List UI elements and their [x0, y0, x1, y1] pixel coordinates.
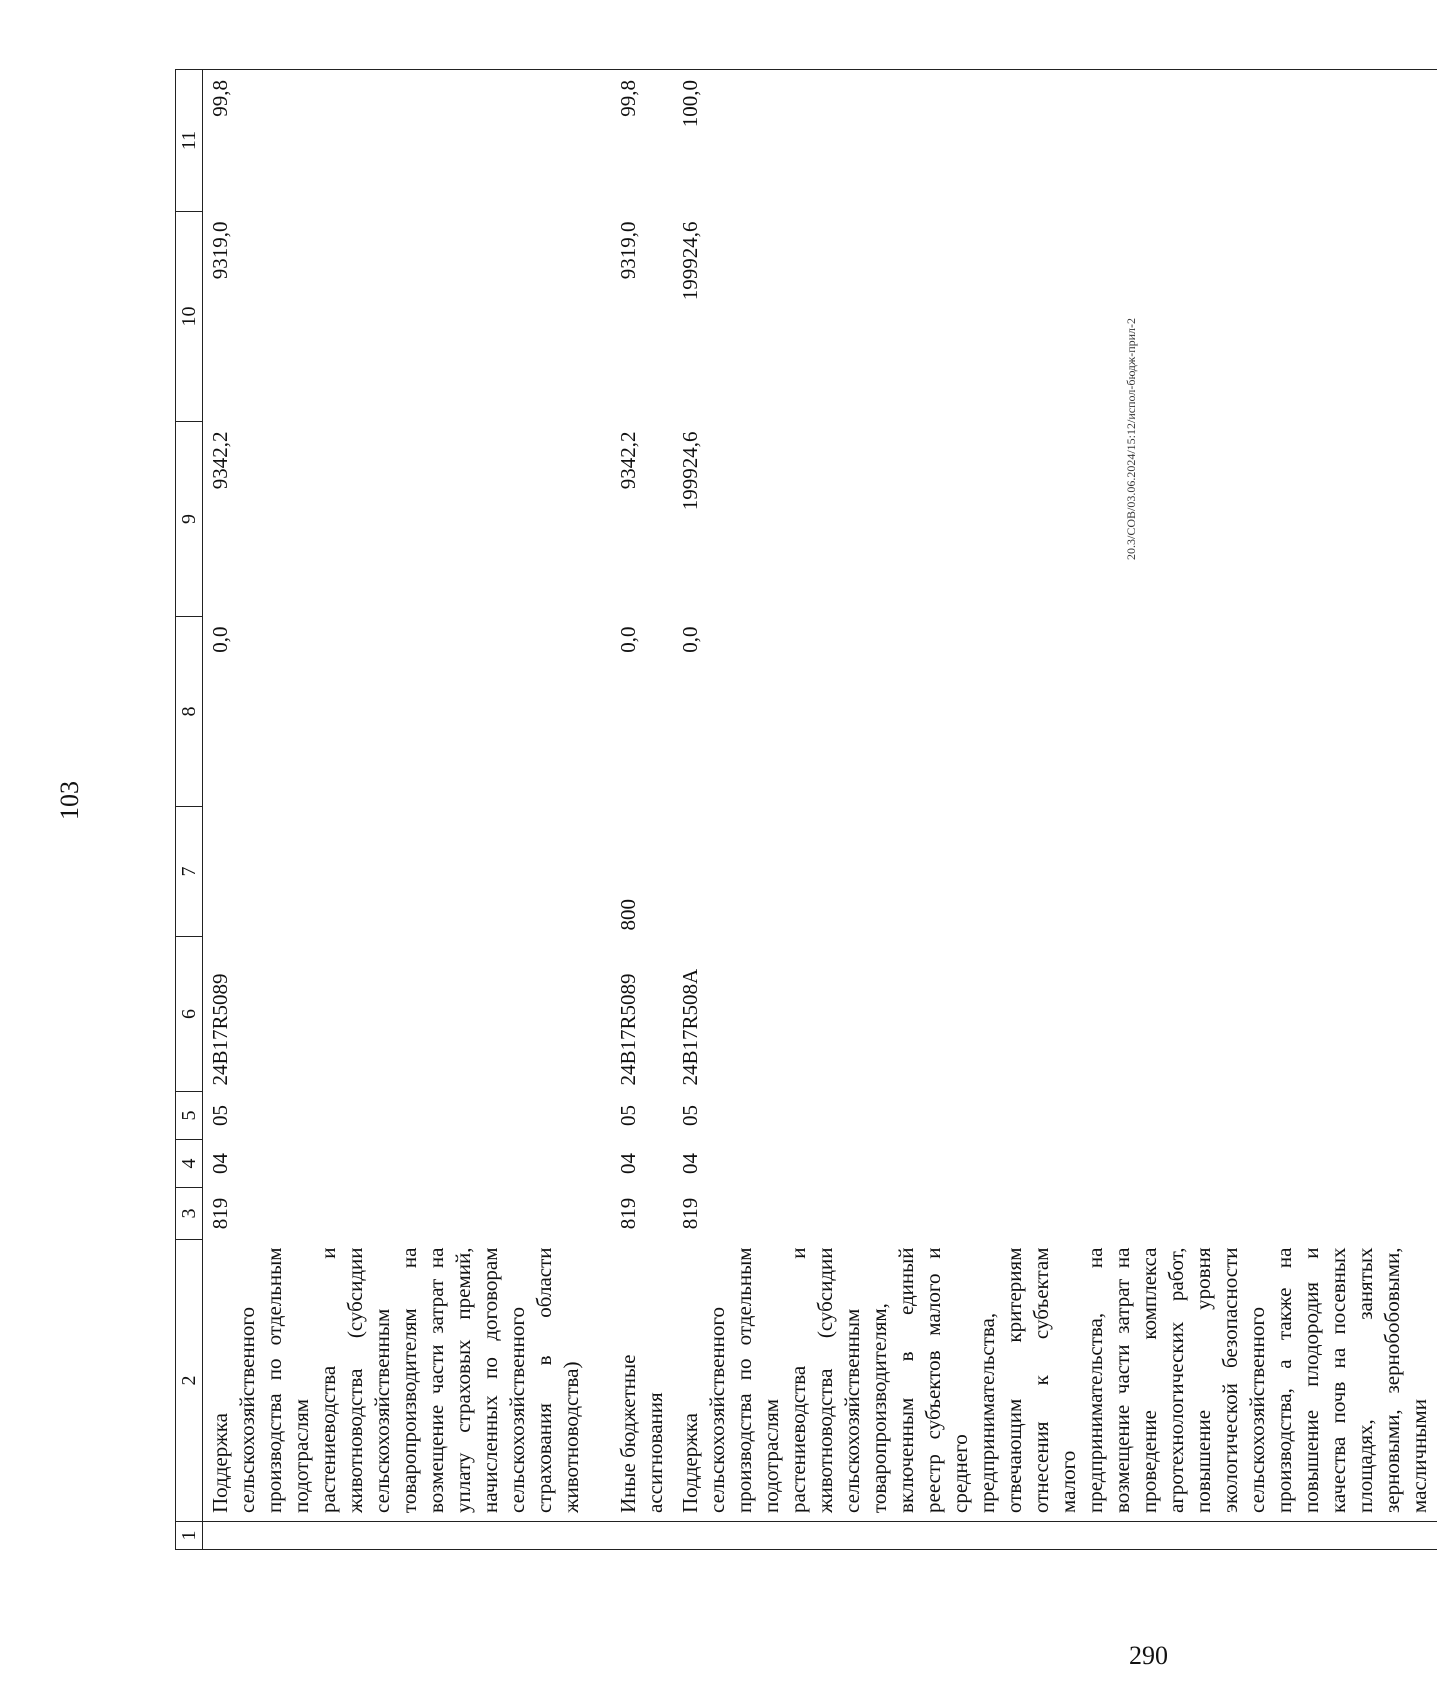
cell-amount-col9: 199924,6 [678, 431, 702, 511]
cell-amount-col9: 9342,2 [616, 431, 640, 490]
cell-amount-col8: 0,0 [208, 626, 232, 653]
cell-expense-type [673, 807, 1437, 937]
cell-target-article: 24В17R5089 [208, 973, 232, 1086]
cell-amount-col10: 199924,6 [678, 221, 702, 301]
cell-amount-col10: 9319,0 [616, 221, 640, 280]
col-header-7: 7 [176, 807, 203, 937]
col-header-6: 6 [176, 937, 203, 1092]
cell-amount-col8: 0,0 [678, 626, 702, 653]
row-description: Поддержка сельскохозяйственного производства по отдельным подотраслям растениеводства и животноводства (субсидии сельскохозяйственным товаропроизводителям, включенным в единый реестр субъектов малого и среднего предпринимательства, отвечающим критериям отнесения к субъектам малого предпринимательства, на возмещение части затрат на проведение комплекса агротехнологических работ, повышение уровня экологической безопасности сельскохозяйственного производства, а также на повышение плодородия и качества почв на посевных площадях, занятых зерновыми, зернобобовыми, масличными [678, 1247, 1431, 1513]
col-header-11: 11 [176, 70, 203, 212]
cell-expense-type: 800 [616, 899, 640, 931]
col-header-3: 3 [176, 1188, 203, 1240]
page-number-top: 103 [55, 781, 84, 820]
cell-amount-col9: 9342,2 [208, 431, 232, 490]
cell-ministry-code: 819 [208, 1197, 232, 1230]
cell-percent: 100,0 [673, 70, 1437, 212]
cell-target-article: 24В17R508А [678, 968, 702, 1086]
row-gap [589, 70, 611, 1550]
column-number-header [176, 70, 203, 1550]
cell-subsection: 05 [208, 1105, 232, 1126]
cell-expense-type [203, 807, 590, 937]
cell-percent: 99,8 [203, 70, 590, 212]
footer-document-code: 20.3/СОВ/03.06.2024/15:12/испол-бюдж-прил-2 [1124, 317, 1138, 560]
col-header-10: 10 [176, 212, 203, 422]
col-header-9: 9 [176, 422, 203, 617]
row-description: Иные бюджетные ассигнования [616, 1354, 667, 1513]
row-description: Поддержка сельскохозяйственного производства по отдельным подотраслям растениеводства и животноводства (субсидии сельскохозяйственным товаропроизводителям на возмещение части затрат на уплату страховых премий, начисленных по договорам сельскохозяйственного страхования в области животноводства) [208, 1247, 583, 1513]
cell-amount-col8: 0,0 [616, 626, 640, 653]
gap-cell [589, 212, 611, 1522]
cell-amount-col10: 9319,0 [208, 221, 232, 280]
cell-ministry-code: 819 [678, 1197, 702, 1230]
row-index-cell [611, 1522, 673, 1550]
row-index-cell [203, 1522, 590, 1550]
row-index-cell [673, 1522, 1437, 1550]
table-row [203, 70, 590, 1550]
table-row [673, 70, 1437, 1550]
col-header-5: 5 [176, 1092, 203, 1140]
cell-percent: 99,8 [611, 70, 673, 212]
col-header-4: 4 [176, 1140, 203, 1188]
gap-cell [589, 70, 611, 212]
cell-target-article: 24В17R5089 [616, 973, 640, 1086]
col-header-8: 8 [176, 617, 203, 807]
table-row [611, 70, 673, 1550]
cell-section: 04 [208, 1153, 232, 1174]
col-header-2: 2 [176, 1240, 203, 1522]
page-number-bottom: 290 [1129, 1641, 1168, 1670]
gap-cell [589, 1522, 611, 1550]
rotated-table-wrapper [175, 70, 1431, 1550]
cell-subsection: 05 [678, 1105, 702, 1126]
cell-ministry-code: 819 [616, 1197, 640, 1230]
cell-section: 04 [678, 1153, 702, 1174]
cell-subsection: 05 [616, 1105, 640, 1126]
cell-section: 04 [616, 1153, 640, 1174]
col-header-1: 1 [176, 1522, 203, 1550]
budget-table [175, 69, 1437, 1550]
